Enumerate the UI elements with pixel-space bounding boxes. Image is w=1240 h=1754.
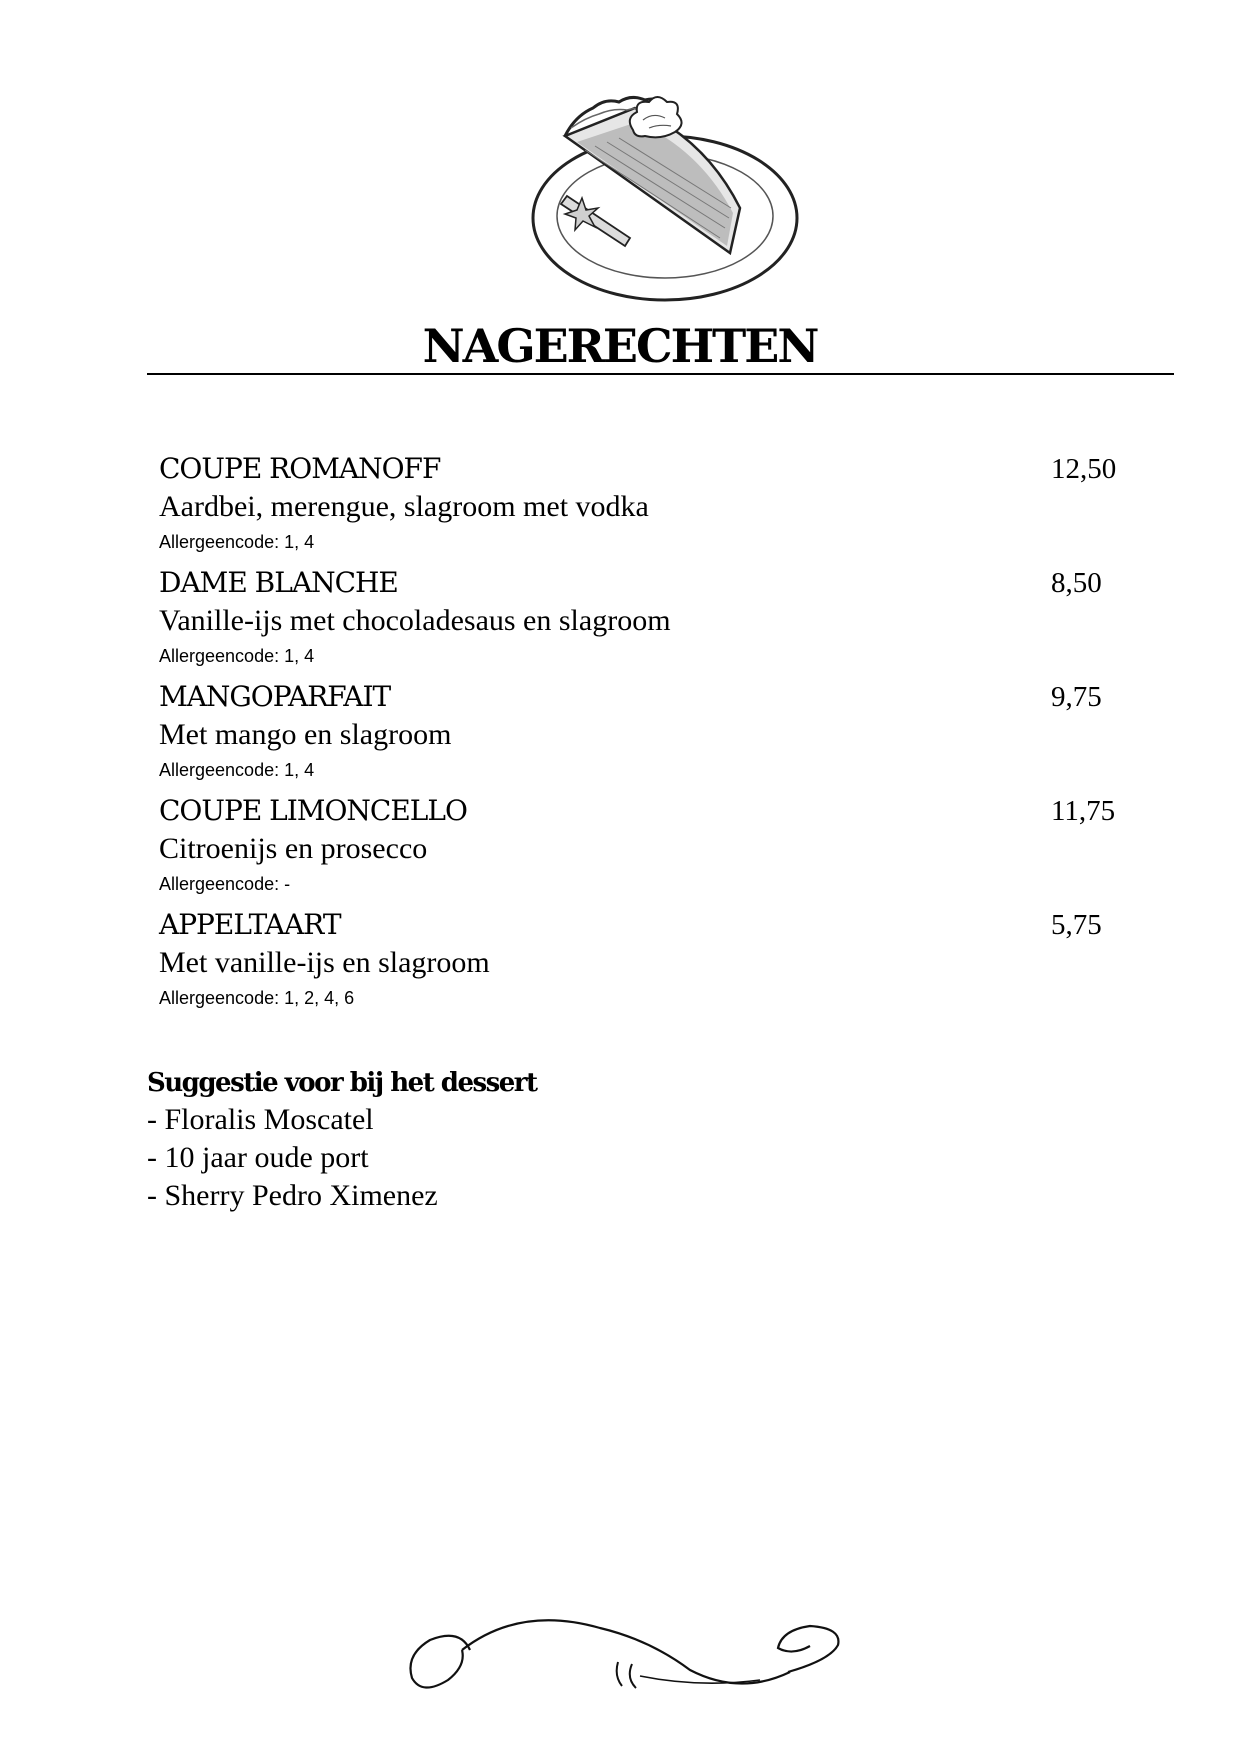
menu-item-price: 9,75: [1051, 681, 1102, 713]
menu-item: [159, 908, 1139, 1022]
menu-item: [159, 680, 1139, 794]
menu-item-name: COUPE LIMONCELLO: [159, 794, 467, 827]
menu-item-description: Met mango en slagroom: [159, 718, 452, 751]
menu-item: [159, 566, 1139, 680]
flourish-ornament-icon: [400, 1610, 850, 1700]
list-item: - Floralis Moscatel: [147, 1103, 374, 1136]
menu-item-allergens: Allergeencode: 1, 4: [159, 532, 315, 552]
menu-item-description: Citroenijs en prosecco: [159, 832, 428, 865]
dessert-suggestions: [147, 1065, 537, 1215]
list-item: - Sherry Pedro Ximenez: [147, 1179, 438, 1212]
dessert-menu-list: [159, 452, 1139, 1022]
suggestions-heading: Suggestie voor bij het dessert: [147, 1068, 537, 1098]
menu-item-allergens: Allergeencode: 1, 4: [159, 646, 315, 666]
menu-item-name: APPELTAART: [159, 908, 341, 941]
menu-item-price: 8,50: [1051, 567, 1102, 599]
menu-item-allergens: Allergeencode: 1, 4: [159, 760, 315, 780]
menu-item-allergens: Allergeencode: -: [159, 874, 291, 894]
menu-item-description: Vanille-ijs met chocoladesaus en slagroom: [159, 604, 671, 637]
menu-item-name: COUPE ROMANOFF: [159, 452, 441, 485]
menu-item-name: MANGOPARFAIT: [159, 680, 391, 713]
page-title: NAGERECHTEN: [422, 319, 818, 373]
menu-item-allergens: Allergeencode: 1, 2, 4, 6: [159, 988, 355, 1008]
menu-item-name: DAME BLANCHE: [159, 566, 398, 599]
menu-item: [159, 794, 1139, 908]
menu-item-price: 5,75: [1051, 909, 1102, 941]
title-divider: [147, 373, 1174, 375]
list-item: - 10 jaar oude port: [147, 1141, 369, 1174]
menu-item-description: Met vanille-ijs en slagroom: [159, 946, 490, 979]
suggestions-list: [147, 1101, 537, 1215]
menu-item-price: 11,75: [1051, 795, 1116, 827]
pie-slice-on-plate-icon: [515, 68, 815, 318]
menu-item: [159, 452, 1139, 566]
menu-item-description: Aardbei, merengue, slagroom met vodka: [159, 490, 649, 523]
menu-item-price: 12,50: [1051, 453, 1117, 485]
